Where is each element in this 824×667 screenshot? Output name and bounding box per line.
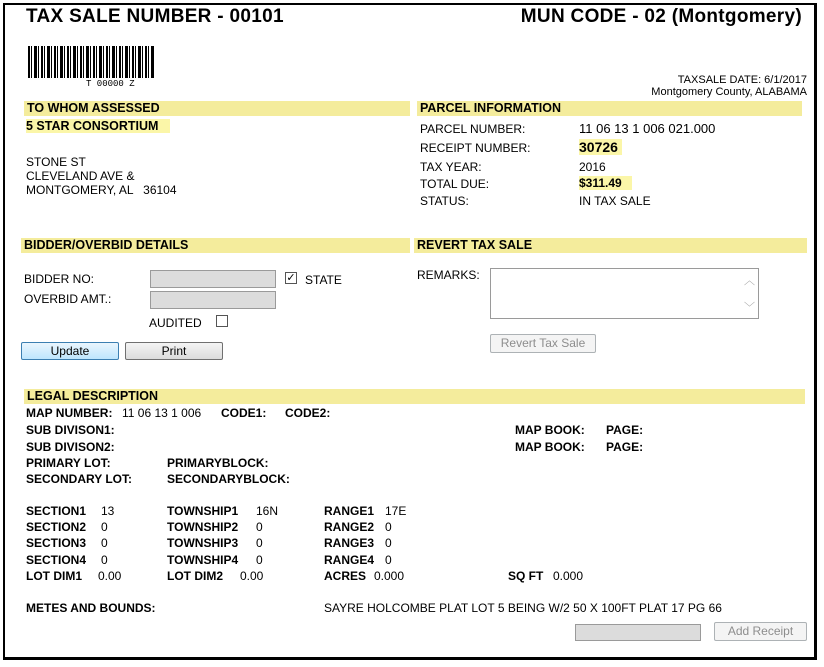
lot-dim1-label: LOT DIM1 — [26, 569, 82, 583]
lot-dim1-value: 0.00 — [98, 569, 122, 583]
tax-sale-number-title: TAX SALE NUMBER - 00101 — [26, 6, 284, 27]
township1-label: TOWNSHIP1 — [167, 504, 239, 518]
parcel-number-label: PARCEL NUMBER: — [420, 122, 526, 136]
sqft-value: 0.000 — [553, 569, 584, 583]
county-name: Montgomery County, ALABAMA — [651, 86, 807, 98]
assessed-name: 5 STAR CONSORTIUM — [26, 119, 170, 133]
section4-value: 0 — [101, 553, 108, 567]
bidder-no-input[interactable] — [150, 270, 276, 288]
page-label-2: PAGE: — [606, 440, 644, 454]
range2-label: RANGE2 — [324, 520, 375, 534]
total-due-label: TOTAL DUE: — [420, 177, 490, 191]
map-book-label-1: MAP BOOK: — [515, 423, 585, 437]
township4-label: TOWNSHIP4 — [167, 553, 239, 567]
subdivision2-label: SUB DIVISON2: — [26, 440, 115, 454]
primary-block-label: PRIMARYBLOCK: — [167, 456, 269, 470]
acres-label: ACRES — [324, 569, 367, 583]
section2-value: 0 — [101, 520, 108, 534]
receipt-number-label: RECEIPT NUMBER: — [420, 141, 531, 155]
revert-section-header: REVERT TAX SALE — [414, 238, 807, 253]
township3-value: 0 — [256, 536, 263, 550]
metes-bounds-label: METES AND BOUNDS: — [26, 601, 156, 615]
range1-label: RANGE1 — [324, 504, 375, 518]
taxsale-date: TAXSALE DATE: 6/1/2017 — [677, 74, 807, 86]
township1-value: 16N — [256, 504, 279, 518]
update-button[interactable]: Update — [21, 342, 119, 360]
code2-label: CODE2: — [285, 406, 331, 420]
address-line-1: STONE ST — [26, 155, 86, 169]
remarks-label: REMARKS: — [417, 268, 480, 282]
code1-label: CODE1: — [221, 406, 267, 420]
print-button[interactable]: Print — [125, 342, 223, 360]
section1-label: SECTION1 — [26, 504, 87, 518]
bidder-no-label: BIDDER NO: — [24, 272, 95, 286]
barcode-image — [28, 46, 154, 78]
map-number-label: MAP NUMBER: — [26, 406, 113, 420]
bidder-section-header: BIDDER/OVERBID DETAILS — [21, 238, 410, 253]
tax-year-value: 2016 — [579, 160, 606, 174]
township2-value: 0 — [256, 520, 263, 534]
township3-label: TOWNSHIP3 — [167, 536, 239, 550]
range4-value: 0 — [385, 553, 392, 567]
range1-value: 17E — [385, 504, 407, 518]
range2-value: 0 — [385, 520, 392, 534]
map-number-value: 11 06 13 1 006 — [122, 406, 202, 420]
barcode-text: T 00000 Z — [86, 79, 135, 89]
map-book-label-2: MAP BOOK: — [515, 440, 585, 454]
mun-code-title: MUN CODE - 02 (Montgomery) — [520, 6, 802, 27]
state-label: STATE — [305, 273, 342, 287]
page-label-1: PAGE: — [606, 423, 644, 437]
primary-lot-label: PRIMARY LOT: — [26, 456, 111, 470]
tax-year-label: TAX YEAR: — [420, 160, 482, 174]
receipt-number-value: 30726 — [579, 139, 622, 155]
section3-label: SECTION3 — [26, 536, 87, 550]
acres-value: 0.000 — [374, 569, 405, 583]
parcel-section-header: PARCEL INFORMATION — [417, 101, 802, 116]
status-value: IN TAX SALE — [579, 194, 651, 208]
range3-value: 0 — [385, 536, 392, 550]
scroll-down-icon[interactable]: ﹀ — [744, 302, 755, 314]
audited-checkbox[interactable] — [216, 315, 228, 327]
address-line-3: MONTGOMERY, AL 36104 — [26, 183, 177, 197]
parcel-number-value: 11 06 13 1 006 021.000 — [579, 121, 716, 136]
scroll-up-icon[interactable]: ︿ — [744, 275, 755, 287]
metes-bounds-value: SAYRE HOLCOMBE PLAT LOT 5 BEING W/2 50 X 100FT PLAT 17 PG 66 — [324, 601, 722, 615]
range3-label: RANGE3 — [324, 536, 375, 550]
section2-label: SECTION2 — [26, 520, 87, 534]
remarks-textarea[interactable] — [490, 268, 759, 319]
state-checkbox[interactable]: ✓ — [286, 272, 296, 284]
overbid-amount-label: OVERBID AMT.: — [24, 292, 112, 306]
lot-dim2-value: 0.00 — [240, 569, 264, 583]
total-due-value: $311.49 — [579, 176, 632, 190]
audited-label: AUDITED — [149, 316, 202, 330]
range4-label: RANGE4 — [324, 553, 375, 567]
subdivision1-label: SUB DIVISON1: — [26, 423, 115, 437]
add-receipt-button[interactable]: Add Receipt — [714, 622, 807, 641]
legal-section-header: LEGAL DESCRIPTION — [24, 389, 805, 404]
secondary-lot-label: SECONDARY LOT: — [26, 472, 133, 486]
township4-value: 0 — [256, 553, 263, 567]
township2-label: TOWNSHIP2 — [167, 520, 239, 534]
section3-value: 0 — [101, 536, 108, 550]
remarks-scrollbar[interactable] — [741, 269, 758, 318]
address-line-2: CLEVELAND AVE & — [26, 169, 135, 183]
section4-label: SECTION4 — [26, 553, 87, 567]
section1-value: 13 — [101, 504, 115, 518]
status-label: STATUS: — [420, 194, 469, 208]
receipt-input[interactable] — [575, 624, 701, 641]
revert-tax-sale-button[interactable]: Revert Tax Sale — [490, 334, 596, 353]
overbid-amount-input[interactable] — [150, 291, 276, 309]
secondary-block-label: SECONDARYBLOCK: — [167, 472, 290, 486]
assessed-section-header: TO WHOM ASSESSED — [24, 101, 410, 116]
sqft-label: SQ FT — [508, 569, 544, 583]
lot-dim2-label: LOT DIM2 — [167, 569, 223, 583]
